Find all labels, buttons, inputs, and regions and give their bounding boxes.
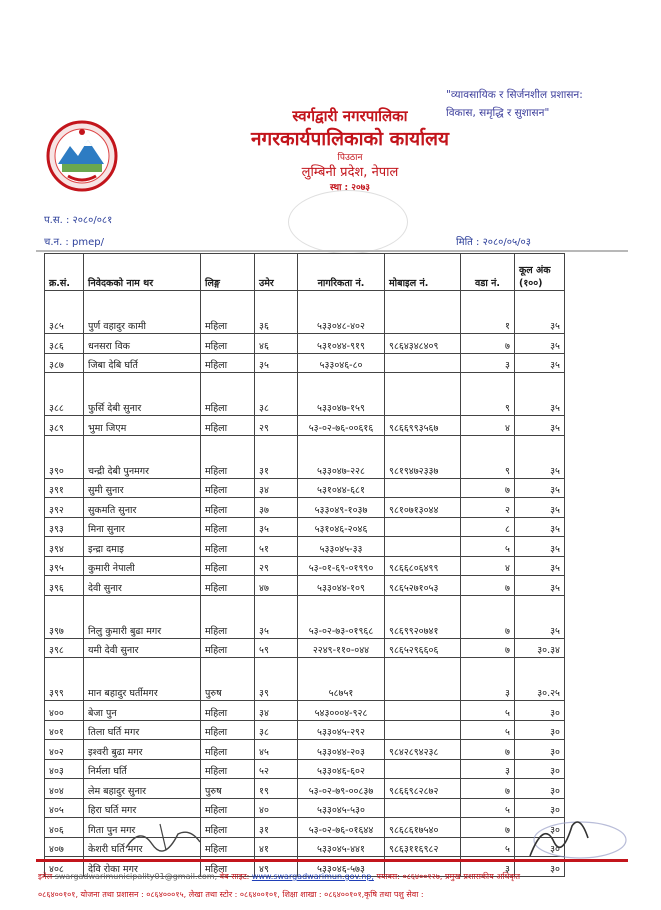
table-row: [45, 798, 565, 818]
letterhead: [160, 106, 540, 194]
table-row: [45, 638, 565, 658]
table-cell: ५३३०४६-५७३: [298, 857, 385, 877]
table-cell: ५३३०४४-२०३: [298, 740, 385, 760]
table-cell: ५३३०४४-१०९: [298, 576, 385, 596]
table-cell: ५३१०४६-२०४६: [298, 517, 385, 537]
table-cell: फुर्सि देबी सुनार: [84, 373, 201, 416]
slogan-line-1: "व्यावसायिक र सिर्जनशील प्रशासन:: [446, 89, 583, 101]
table-cell: ९: [461, 435, 515, 478]
table-row: [45, 720, 565, 740]
table-cell: ५४३०००४-९२८: [298, 701, 385, 721]
table-row: [45, 334, 565, 354]
table-cell: ३९६: [45, 576, 84, 596]
table-cell: ९८६४३४८४०९: [385, 334, 461, 354]
table-cell: ३५: [515, 556, 565, 576]
header-divider: [36, 250, 628, 252]
table-cell: ४७: [255, 576, 298, 596]
table-cell: ५: [461, 537, 515, 557]
table-cell: ७: [461, 818, 515, 838]
table-row: [45, 779, 565, 799]
table-cell: ३०: [515, 740, 565, 760]
table-cell: ९८६५२७१०५३: [385, 576, 461, 596]
establishment-year: स्था : २०७३: [330, 183, 370, 193]
table-body: [45, 291, 565, 877]
table-cell: ९८६३११६९८२: [385, 837, 461, 857]
table-cell: ३९५: [45, 556, 84, 576]
table-cell: ३९०: [45, 435, 84, 478]
table-cell: ४०२: [45, 740, 84, 760]
table-cell: हिरा घर्ति मगर: [84, 798, 201, 818]
footer-line-1: [38, 868, 638, 886]
table-cell: ३८९: [45, 416, 84, 436]
table-cell: महिला: [201, 720, 255, 740]
table-cell: भुमा जिएम: [84, 416, 201, 436]
table-cell: ९८६६९९३५६७: [385, 416, 461, 436]
letter-date: मिति : २०८०/०५/०३: [456, 237, 531, 248]
table-cell: ५३३०४६-६०२: [298, 759, 385, 779]
table-cell: ३: [461, 353, 515, 373]
table-cell: महिला: [201, 537, 255, 557]
table-cell: ५३३०४७-२२८: [298, 435, 385, 478]
table-cell: ३०: [515, 759, 565, 779]
table-cell: ४०८: [45, 857, 84, 877]
table-cell: ४१: [255, 837, 298, 857]
table-cell: ५३-०२-७६-०१६४४: [298, 818, 385, 838]
table-cell: देवि रोका मगर: [84, 857, 201, 877]
table-cell: ३६: [255, 291, 298, 334]
table-row: [45, 740, 565, 760]
table-cell: ३०.२५: [515, 658, 565, 701]
table-cell: ७: [461, 740, 515, 760]
table-cell: ३४: [255, 478, 298, 498]
table-cell: ३०: [515, 701, 565, 721]
signature-right: [510, 812, 630, 862]
table-cell: ३०: [515, 857, 565, 877]
table-cell: पुरुष: [201, 779, 255, 799]
table-cell: सुमी सुनार: [84, 478, 201, 498]
table-cell: निलु कुमारी बुढा मगर: [84, 595, 201, 638]
column-header: उमेर: [255, 254, 298, 291]
column-header: नागरिकता नं.: [298, 254, 385, 291]
table-cell: ५३३०४५-२९२: [298, 720, 385, 740]
table-cell: ७: [461, 638, 515, 658]
table-cell: ४०४: [45, 779, 84, 799]
table-cell: ३९७: [45, 595, 84, 638]
table-cell: महिला: [201, 576, 255, 596]
table-cell: ३०: [515, 798, 565, 818]
table-cell: देवी सुनार: [84, 576, 201, 596]
table-cell: ३८६: [45, 334, 84, 354]
table-cell: ३९९: [45, 658, 84, 701]
table-cell: महिला: [201, 416, 255, 436]
table-cell: ९८६९९२०७४१: [385, 595, 461, 638]
table-cell: ९८६६९८२८७२: [385, 779, 461, 799]
table-cell: महिला: [201, 353, 255, 373]
table-cell: यमी देवी सुनार: [84, 638, 201, 658]
table-cell: [385, 798, 461, 818]
table-cell: ५: [461, 701, 515, 721]
table-cell: ३९२: [45, 498, 84, 518]
table-cell: ९८६५२९६६०६: [385, 638, 461, 658]
table-cell: [385, 373, 461, 416]
table-cell: ५३३०४६-८०: [298, 353, 385, 373]
table-row: [45, 498, 565, 518]
table-cell: निर्मला घर्ति: [84, 759, 201, 779]
table-row: [45, 416, 565, 436]
table-cell: ३५: [515, 416, 565, 436]
reference-ps: प.स. : २०८०/०८१: [44, 215, 113, 226]
table-cell: ४०७: [45, 837, 84, 857]
table-cell: १९: [255, 779, 298, 799]
table-cell: ३९१: [45, 478, 84, 498]
district-name: पिउठान: [337, 153, 363, 163]
table-cell: मिना सुनार: [84, 517, 201, 537]
table-cell: ३०.३४: [515, 638, 565, 658]
table-cell: इन्द्रा दमाइ: [84, 537, 201, 557]
footer-website-link[interactable]: www.swargadwarimun.gov.np,: [251, 872, 374, 881]
table-cell: ३९४: [45, 537, 84, 557]
table-row: [45, 556, 565, 576]
table-cell: पुरुष: [201, 658, 255, 701]
table-cell: कुमारी नेपाली: [84, 556, 201, 576]
table-cell: ५३३०४५-४४१: [298, 837, 385, 857]
table-cell: महिला: [201, 291, 255, 334]
table-cell: ३५: [515, 435, 565, 478]
table-cell: २९: [255, 556, 298, 576]
applicant-table: [44, 253, 565, 877]
table-cell: ३५: [515, 291, 565, 334]
table-cell: महिला: [201, 759, 255, 779]
table-cell: महिला: [201, 638, 255, 658]
table-cell: जिबा देबि घर्ति: [84, 353, 201, 373]
table-row: [45, 537, 565, 557]
table-cell: [385, 720, 461, 740]
table-cell: ३८८: [45, 373, 84, 416]
table-cell: ३१: [255, 818, 298, 838]
table-cell: ५३-०२-७६-००६१६: [298, 416, 385, 436]
table-cell: तिला घर्ति मगर: [84, 720, 201, 740]
table-cell: ३१: [255, 435, 298, 478]
municipality-name: स्वर्गद्वारी नगरपालिका: [292, 107, 408, 125]
table-cell: महिला: [201, 556, 255, 576]
table-cell: ३९: [255, 658, 298, 701]
table-cell: ४०५: [45, 798, 84, 818]
table-cell: ३५: [515, 576, 565, 596]
footer-fax: फ्याक्स: ०८६४००१२७, प्रमुख प्रशासकीय अधिकृत: [376, 872, 521, 881]
table-cell: ३: [461, 759, 515, 779]
table-cell: ४५: [255, 740, 298, 760]
table-cell: महिला: [201, 837, 255, 857]
table-cell: ३५: [515, 373, 565, 416]
table-cell: ५: [461, 720, 515, 740]
table-cell: ४९: [255, 857, 298, 877]
table-cell: महिला: [201, 498, 255, 518]
footer-line-2: ०८६४००१०१, योजना तथा प्रशासन : ०८६४०००१५, लेखा तथा स्टोर : ०८६४००१०१, शिक्षा शाखा : ०८६४००१०१,कृषि तथा पशु सेवा :: [38, 890, 424, 899]
table-cell: ३४: [255, 701, 298, 721]
table-row: [45, 701, 565, 721]
table-cell: महिला: [201, 798, 255, 818]
table-cell: ५८७५१: [298, 658, 385, 701]
footer-email-label: इमेल: [38, 872, 53, 881]
table-cell: ३५: [255, 353, 298, 373]
table-cell: महिला: [201, 517, 255, 537]
table-cell: ७: [461, 478, 515, 498]
table-row: [45, 291, 565, 334]
footer-web-label: वेब साइट:: [219, 872, 250, 881]
table-row: [45, 373, 565, 416]
table-cell: केशरी घर्ति मगर: [84, 837, 201, 857]
table-cell: ५३३०४५-३३: [298, 537, 385, 557]
table-cell: ८: [461, 517, 515, 537]
table-cell: ३५: [515, 537, 565, 557]
table-cell: ३८५: [45, 291, 84, 334]
table-cell: महिला: [201, 373, 255, 416]
table-cell: चन्द्री देबी पुनमगर: [84, 435, 201, 478]
column-header: लिङ्ग: [201, 254, 255, 291]
table-cell: ३५: [515, 334, 565, 354]
table-cell: ७: [461, 334, 515, 354]
table-cell: ३५: [255, 595, 298, 638]
table-cell: ४: [461, 556, 515, 576]
table-cell: ३५: [515, 595, 565, 638]
table-cell: ५२: [255, 759, 298, 779]
table-cell: ५: [461, 837, 515, 857]
table-cell: [385, 537, 461, 557]
table-cell: [385, 701, 461, 721]
table-cell: १: [461, 291, 515, 334]
table-cell: ४०१: [45, 720, 84, 740]
table-cell: ९८१९४७२३३७: [385, 435, 461, 478]
table-cell: ४०: [255, 798, 298, 818]
table-cell: ३५: [515, 517, 565, 537]
table-cell: महिला: [201, 595, 255, 638]
table-cell: ३५: [515, 353, 565, 373]
table-cell: गिता पुन मगर: [84, 818, 201, 838]
table-cell: [385, 353, 461, 373]
table-row: [45, 576, 565, 596]
table-cell: ३५: [255, 517, 298, 537]
table-cell: महिला: [201, 701, 255, 721]
table-cell: ५३३०४५-५३०: [298, 798, 385, 818]
table-cell: ५३३०४८-४०२: [298, 291, 385, 334]
table-cell: ९८६८६१७५४०: [385, 818, 461, 838]
table-cell: ७: [461, 595, 515, 638]
table-cell: [385, 517, 461, 537]
office-stamp: [288, 190, 408, 254]
municipality-emblem: [44, 118, 120, 194]
table-row: [45, 353, 565, 373]
table-cell: ७: [461, 576, 515, 596]
table-cell: ३७: [255, 498, 298, 518]
table-row: [45, 595, 565, 638]
slogan-line-2: विकास, समृद्धि र सुशासन": [446, 107, 550, 119]
table-cell: ५३-०२-७३-०१९६८: [298, 595, 385, 638]
table-cell: ४०३: [45, 759, 84, 779]
table-row: [45, 435, 565, 478]
table-cell: ३५: [515, 498, 565, 518]
table-cell: ४००: [45, 701, 84, 721]
table-cell: ३९८: [45, 638, 84, 658]
table-cell: ३५: [515, 478, 565, 498]
table-header-row: [45, 254, 565, 291]
column-header: वडा नं.: [461, 254, 515, 291]
table-cell: ५३३०४९-१०३७: [298, 498, 385, 518]
table-cell: [385, 759, 461, 779]
table-cell: महिला: [201, 857, 255, 877]
table-cell: महिला: [201, 740, 255, 760]
table-cell: ३८: [255, 373, 298, 416]
column-header: निवेदकको नाम थर: [84, 254, 201, 291]
table-cell: ५३३०४७-१५९: [298, 373, 385, 416]
table-cell: महिला: [201, 334, 255, 354]
table-cell: महिला: [201, 818, 255, 838]
table-cell: ५१: [255, 537, 298, 557]
table-cell: ५३१०४४-६८१: [298, 478, 385, 498]
table-cell: लेम बहादुर सुनार: [84, 779, 201, 799]
footer-divider: [36, 859, 628, 862]
table-cell: [385, 478, 461, 498]
table-cell: ४६: [255, 334, 298, 354]
table-cell: ५: [461, 798, 515, 818]
table-cell: ९: [461, 373, 515, 416]
table-cell: ९८४२८९४२३८: [385, 740, 461, 760]
table-cell: ५३-०१-६९-०१९९०: [298, 556, 385, 576]
table-cell: ४०६: [45, 818, 84, 838]
table-cell: ४: [461, 416, 515, 436]
table-cell: ३०: [515, 837, 565, 857]
table-cell: सुकमति सुनार: [84, 498, 201, 518]
table-cell: मान बहादुर घर्तीमगर: [84, 658, 201, 701]
table-cell: ७: [461, 779, 515, 799]
column-header: क्र.सं.: [45, 254, 84, 291]
table-cell: ५३१०४४-९१९: [298, 334, 385, 354]
table-cell: ३८: [255, 720, 298, 740]
table-cell: ३०: [515, 720, 565, 740]
table-cell: पुर्ण वहादुर कामी: [84, 291, 201, 334]
table-cell: [385, 291, 461, 334]
table-cell: ३०: [515, 818, 565, 838]
table-cell: २: [461, 498, 515, 518]
table-cell: इश्वरी बुढा मगर: [84, 740, 201, 760]
table-cell: ३९३: [45, 517, 84, 537]
column-header: मोबाइल नं.: [385, 254, 461, 291]
table-cell: धनसरा विक: [84, 334, 201, 354]
table-cell: महिला: [201, 435, 255, 478]
footer-email[interactable]: swargadwarimunicipality01@gmail.com,: [54, 872, 218, 881]
province-name: लुम्बिनी प्रदेश, नेपाल: [301, 165, 399, 180]
table-cell: २२४९-११०-०४४: [298, 638, 385, 658]
table-row: [45, 517, 565, 537]
table-cell: ९८६६८०६४९९: [385, 556, 461, 576]
table-cell: महिला: [201, 478, 255, 498]
signature-left: [120, 820, 210, 856]
table-cell: ३: [461, 658, 515, 701]
footer-contact: [38, 868, 638, 904]
table-cell: २९: [255, 416, 298, 436]
reference-cn: च.न. : pmep/: [44, 237, 104, 248]
table-cell: ५९: [255, 638, 298, 658]
table-cell: ३: [461, 857, 515, 877]
table-cell: ९८१०७१३०४४: [385, 498, 461, 518]
office-name: नगरकार्यपालिकाको कार्यालय: [250, 128, 450, 150]
table-row: [45, 759, 565, 779]
table-row: [45, 478, 565, 498]
table-cell: [385, 658, 461, 701]
table-cell: बेजा पुन: [84, 701, 201, 721]
column-header: कूल अंक (१००): [515, 254, 565, 291]
table-row: [45, 658, 565, 701]
table-cell: ३८७: [45, 353, 84, 373]
table-cell: ५३-०२-७९-००८३७: [298, 779, 385, 799]
table-cell: ३०: [515, 779, 565, 799]
